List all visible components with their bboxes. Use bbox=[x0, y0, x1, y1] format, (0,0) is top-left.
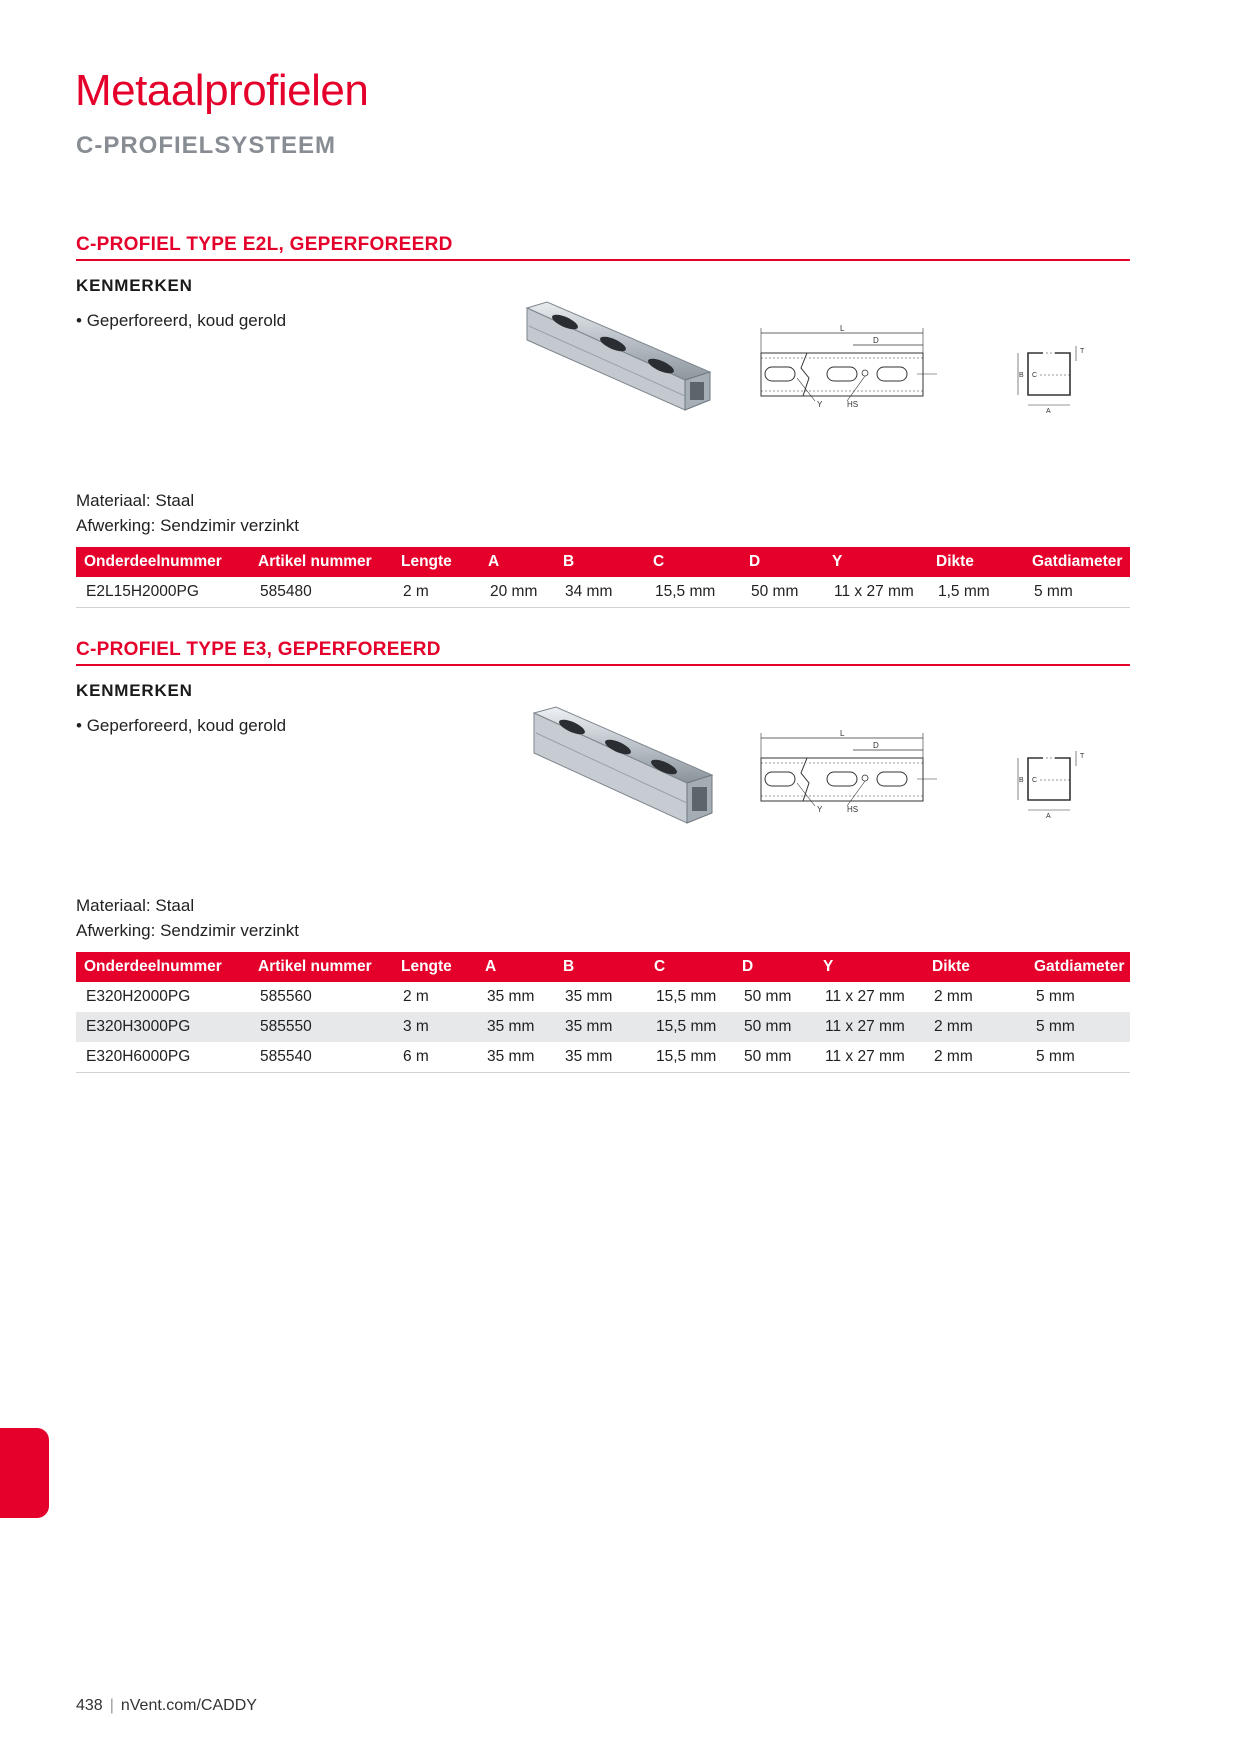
column-header: B bbox=[555, 547, 645, 577]
side-view-diagram-e2l bbox=[757, 323, 947, 415]
diagram-label-d: D bbox=[873, 741, 879, 750]
table-cell: 5 mm bbox=[1026, 1012, 1130, 1042]
column-header: Y bbox=[815, 952, 924, 982]
column-header: Onderdeelnummer bbox=[76, 547, 250, 577]
diagram-label-l: L bbox=[840, 729, 845, 738]
table-cell: 2 mm bbox=[924, 1012, 1026, 1042]
page-footer bbox=[76, 1697, 257, 1715]
table-cell: 15,5 mm bbox=[646, 1012, 734, 1042]
page-subtitle: C-PROFIELSYSTEEM bbox=[76, 132, 337, 159]
column-header: D bbox=[741, 547, 824, 577]
table-cell: 2 m bbox=[403, 988, 429, 1005]
finish-line: Afwerking: Sendzimir verzinkt bbox=[76, 516, 299, 535]
page-title: Metaalprofielen bbox=[75, 66, 369, 115]
diagram-label-y: Y bbox=[817, 400, 823, 409]
table-cell: 585560 bbox=[260, 988, 312, 1005]
table-cell: E2L15H2000PG bbox=[76, 577, 250, 608]
spec-table-e3 bbox=[76, 952, 1130, 1073]
column-header: C bbox=[645, 547, 741, 577]
table-cell: 35 mm bbox=[565, 988, 613, 1005]
diagram-label-y: Y bbox=[817, 805, 823, 814]
diagram-label-hs: HS bbox=[847, 400, 859, 409]
table-cell: 34 mm bbox=[555, 577, 645, 608]
features-heading: KENMERKEN bbox=[76, 681, 193, 700]
column-header: Dikte bbox=[928, 547, 1024, 577]
column-header: Y bbox=[824, 547, 928, 577]
footer-website: nVent.com/CADDY bbox=[120, 1697, 257, 1714]
diagram-label-b: B bbox=[1019, 372, 1024, 379]
feature-text: Geperforeerd, koud gerold bbox=[86, 311, 287, 330]
column-header: A bbox=[480, 547, 555, 577]
table-header-row bbox=[76, 952, 1130, 982]
footer-separator: | bbox=[109, 1697, 114, 1714]
table-cell: 15,5 mm bbox=[656, 988, 717, 1005]
material-line: Materiaal: Staal bbox=[76, 491, 195, 510]
spec-table-e2l bbox=[76, 547, 1130, 608]
table-cell: 11 x 27 mm bbox=[825, 988, 905, 1005]
page-number: 438 bbox=[76, 1697, 103, 1714]
table-cell: 15,5 mm bbox=[646, 1042, 734, 1073]
chapter-tab bbox=[0, 1428, 49, 1518]
product-photo-e2l bbox=[525, 300, 715, 425]
column-header: C bbox=[646, 952, 734, 982]
table-cell: 35 mm bbox=[555, 1042, 646, 1073]
table-cell: 35 mm bbox=[487, 988, 535, 1005]
table-cell: E320H6000PG bbox=[76, 1042, 250, 1073]
table-cell: 2 mm bbox=[934, 988, 973, 1005]
material-info bbox=[76, 893, 299, 943]
table-cell: 11 x 27 mm bbox=[815, 1042, 924, 1073]
table-cell: 5 mm bbox=[1024, 577, 1130, 608]
table-header-row bbox=[76, 547, 1130, 577]
table-cell: 5 mm bbox=[1026, 1042, 1130, 1073]
diagram-label-t: T bbox=[1080, 753, 1085, 760]
table-cell: 585540 bbox=[250, 1042, 393, 1073]
table-cell: 585480 bbox=[250, 577, 393, 608]
column-header: Gatdiameter bbox=[1024, 547, 1130, 577]
table-row bbox=[76, 982, 1130, 1012]
column-header: B bbox=[555, 952, 646, 982]
table-cell: 5 mm bbox=[1036, 988, 1075, 1005]
diagram-label-l: L bbox=[840, 324, 845, 333]
table-cell: 15,5 mm bbox=[645, 577, 741, 608]
features-heading: KENMERKEN bbox=[76, 276, 193, 295]
diagram-label-a: A bbox=[1046, 408, 1051, 415]
column-header: A bbox=[477, 952, 555, 982]
table-cell: 585550 bbox=[250, 1012, 393, 1042]
feature-item: • Geperforeerd, koud gerold bbox=[76, 311, 287, 330]
material-info bbox=[76, 488, 299, 538]
table-cell: 1,5 mm bbox=[928, 577, 1024, 608]
feature-item: • Geperforeerd, koud gerold bbox=[76, 716, 287, 735]
cross-section-diagram-e3 bbox=[1016, 748, 1096, 828]
feature-text: Geperforeerd, koud gerold bbox=[86, 716, 287, 735]
diagram-label-t: T bbox=[1080, 348, 1085, 355]
section-divider bbox=[76, 664, 1130, 666]
table-cell: E320H3000PG bbox=[76, 1012, 250, 1042]
table-cell: 35 mm bbox=[477, 1042, 555, 1073]
table-row bbox=[76, 1012, 1130, 1042]
table-cell: E320H2000PG bbox=[86, 988, 191, 1005]
table-cell: 3 m bbox=[393, 1012, 477, 1042]
table-cell: 2 mm bbox=[924, 1042, 1026, 1073]
table-row bbox=[76, 577, 1130, 608]
column-header: Artikel nummer bbox=[250, 547, 393, 577]
side-view-diagram-e3 bbox=[757, 728, 947, 820]
section-title-e3: C-PROFIEL TYPE E3, GEPERFOREERD bbox=[76, 639, 441, 660]
diagram-label-c: C bbox=[1032, 372, 1038, 379]
cross-section-diagram-e2l bbox=[1016, 343, 1096, 423]
finish-line: Afwerking: Sendzimir verzinkt bbox=[76, 921, 299, 940]
diagram-label-a: A bbox=[1046, 813, 1051, 820]
section-divider bbox=[76, 259, 1130, 261]
table-cell: 11 x 27 mm bbox=[815, 1012, 924, 1042]
material-line: Materiaal: Staal bbox=[76, 896, 195, 915]
diagram-label-c: C bbox=[1032, 777, 1038, 784]
table-cell: 11 x 27 mm bbox=[824, 577, 928, 608]
table-cell: 50 mm bbox=[741, 577, 824, 608]
column-header: D bbox=[734, 952, 815, 982]
table-cell: 50 mm bbox=[734, 1012, 815, 1042]
column-header: Artikel nummer bbox=[250, 952, 393, 982]
column-header: Dikte bbox=[924, 952, 1026, 982]
column-header: Lengte bbox=[393, 547, 480, 577]
column-header: Gatdiameter bbox=[1026, 952, 1130, 982]
table-cell: 35 mm bbox=[477, 1012, 555, 1042]
table-cell: 20 mm bbox=[480, 577, 555, 608]
diagram-label-hs: HS bbox=[847, 805, 859, 814]
table-row bbox=[76, 1042, 1130, 1073]
column-header: Onderdeelnummer bbox=[76, 952, 250, 982]
table-cell: 50 mm bbox=[744, 988, 792, 1005]
table-cell: 35 mm bbox=[555, 1012, 646, 1042]
section-title-e2l: C-PROFIEL TYPE E2L, GEPERFOREERD bbox=[76, 234, 453, 255]
diagram-label-b: B bbox=[1019, 777, 1024, 784]
diagram-label-d: D bbox=[873, 336, 879, 345]
column-header: Lengte bbox=[393, 952, 477, 982]
table-cell: 2 m bbox=[393, 577, 480, 608]
table-cell: 6 m bbox=[393, 1042, 477, 1073]
table-cell: 50 mm bbox=[734, 1042, 815, 1073]
product-photo-e3 bbox=[532, 705, 722, 835]
